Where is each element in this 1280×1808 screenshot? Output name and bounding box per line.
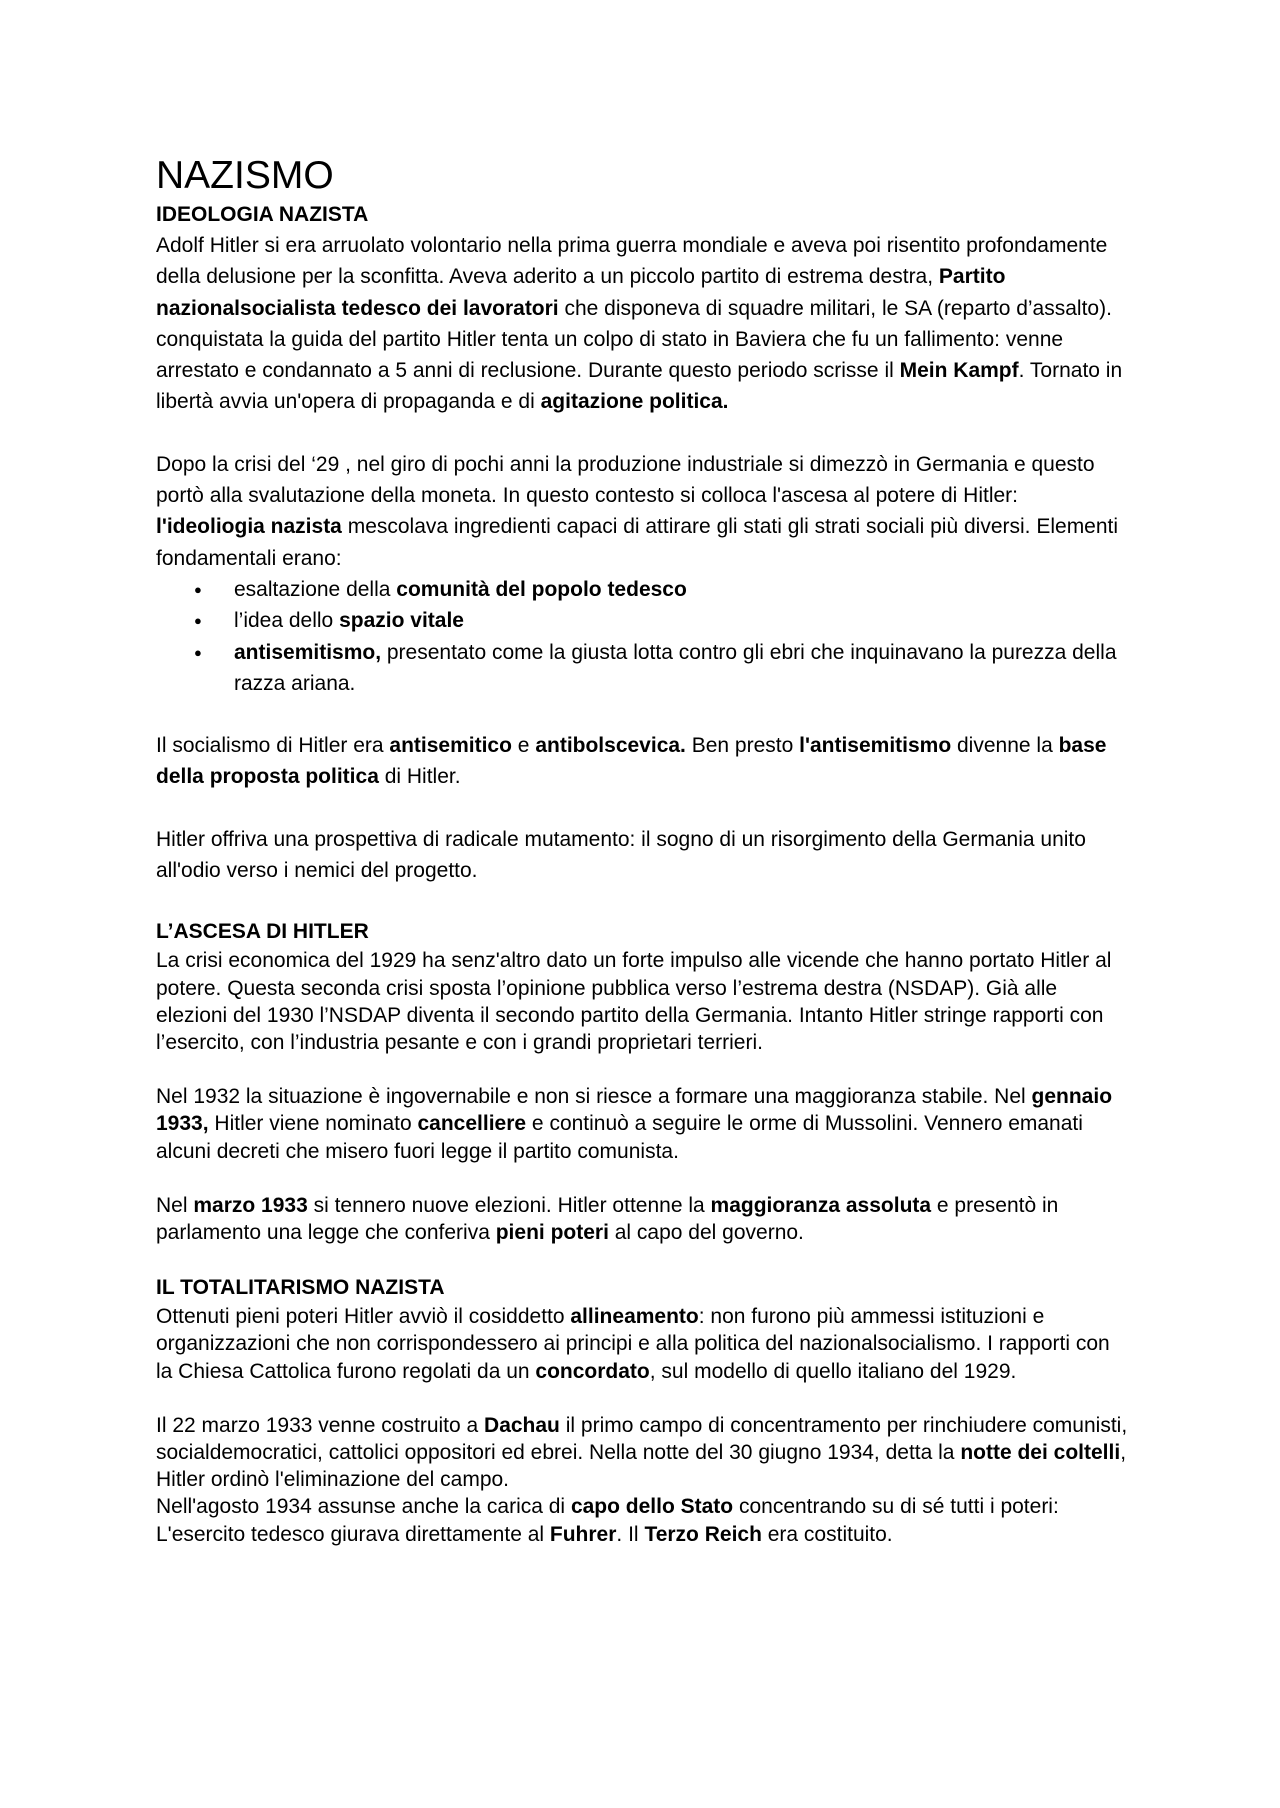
bold-run: agitazione politica. [540, 390, 729, 414]
text-run: e [511, 734, 536, 758]
text-run: Ben presto [685, 734, 800, 758]
bold-run: l'ideoliogia nazista [156, 515, 342, 539]
text-run: Ottenuti pieni poteri Hitler avviò il cosiddetto [156, 1305, 571, 1329]
text-run: . Il [616, 1522, 645, 1546]
bold-run: concordato [535, 1359, 650, 1383]
bold-run: marzo 1933 [193, 1193, 308, 1217]
paragraph-ideologia-1 [156, 230, 1130, 418]
bold-run: Fuhrer [549, 1522, 617, 1546]
bold-run: antibolscevica. [535, 734, 686, 758]
bold-run: capo dello Stato [570, 1495, 734, 1519]
text-run: Dopo la crisi del ‘29 , nel giro di pochi anni la produzione industriale si dimezzò in Germania e questo portò alla svalutazione della moneta. In questo contesto si colloca l'ascesa al potere di Hitler: [156, 452, 1095, 508]
paragraph-ascesa-1: La crisi economica del 1929 ha senz'altro dato un forte impulso alle vicende che hanno portato Hitler al potere. Questa seconda crisi sposta l’opinione pubblica verso l’estrema destra (NSDAP). Già alle elezioni del 1930 l’NSDAP diventa il secondo partito della Germania. Intanto Hitler stringe rapporti con l’esercito, con l’industria pesante e con i grandi proprietari terrieri. [156, 949, 1112, 1054]
text-run: Nell'agosto 1934 assunse anche la carica di [156, 1495, 571, 1519]
heading-ascesa: L’ASCESA DI HITLER [156, 920, 369, 944]
document-title: NAZISMO [156, 154, 334, 197]
text-run: presentato come la giusta lotta contro gli ebri che inquinavano la purezza della razza ariana. [234, 640, 1117, 695]
text-run: Il socialismo di Hitler era [156, 734, 390, 758]
paragraph-totalitarismo-3 [156, 1493, 1130, 1547]
section-ideologia [156, 200, 1130, 886]
paragraph-ideologia-4: Hitler offriva una prospettiva di radicale mutamento: il sogno di un risorgimento della Germania unito all'odio verso i nemici del progetto. [156, 827, 1086, 883]
paragraph-ideologia-3 [156, 730, 1130, 793]
text-run: l’idea dello [234, 609, 340, 633]
text-run: era costituito. [761, 1522, 893, 1546]
text-run: concentrando su di sé tutti i poteri: L'esercito tedesco giurava direttamente al [156, 1495, 1059, 1546]
bold-run: gennaio 1933, [156, 1085, 1113, 1136]
list-item [156, 605, 1130, 636]
bold-run: Terzo Reich [644, 1522, 762, 1546]
bold-run: l'antisemitismo [799, 734, 952, 758]
text-run: Adolf Hitler si era arruolato volontario nella prima guerra mondiale e aveva poi risentito profondamente della delusione per la sconfitta. Aveva aderito a un piccolo partito di estrema destra, [156, 234, 1108, 289]
heading-ideologia: IDEOLOGIA NAZISTA [156, 203, 369, 226]
bold-run: antisemitismo, [234, 640, 382, 664]
text-run: mescolava ingredienti capaci di attirare gli stati gli strati sociali più diversi. Elementi fondamentali erano: [156, 515, 1119, 570]
text-run: Hitler viene nominato [208, 1112, 418, 1136]
text-run: e presentò in parlamento una legge che conferiva [156, 1193, 1059, 1244]
bold-run: allineamento [570, 1305, 699, 1329]
paragraph-totalitarismo-1 [156, 1303, 1130, 1385]
text-run: esaltazione della [234, 577, 397, 601]
bold-run: Dachau [484, 1413, 560, 1437]
text-run: al capo del governo. [608, 1220, 804, 1244]
list-item [156, 637, 1130, 700]
bold-run: notte dei coltelli [960, 1440, 1121, 1464]
list-item [156, 574, 1130, 605]
bold-run: maggioranza assoluta [710, 1193, 932, 1217]
text-run: di Hitler. [378, 765, 461, 789]
heading-totalitarismo: IL TOTALITARISMO NAZISTA [156, 1276, 445, 1300]
section-totalitarismo [156, 1273, 1130, 1548]
section-ascesa [156, 917, 1130, 1246]
text-run: e continuò a seguire le orme di Mussolini. Vennero emanati alcuni decreti che misero fuori legge il partito comunista. [156, 1112, 1083, 1163]
text-run: Nel 1932 la situazione è ingovernabile e non si riesce a formare una maggioranza stabile. Nel [156, 1085, 1032, 1109]
bold-run: Partito nazionalsocialista tedesco dei lavoratori [156, 265, 1006, 320]
text-run: . Tornato in libertà avvia un'opera di propaganda e di [156, 359, 1123, 414]
text-run: , Hitler ordinò l'eliminazione del campo. [156, 1440, 1127, 1492]
text-run: : non furono più ammessi istituzioni e organizzazioni che non corrispondessero ai principi e alla politica del nazionalsocialismo. I rapporti con la Chiesa Cattolica furono regolati da un [156, 1305, 1110, 1383]
text-run: Il 22 marzo 1933 venne costruito a [156, 1413, 485, 1437]
bold-run: antisemitico [389, 734, 512, 758]
paragraph-ascesa-3 [156, 1192, 1130, 1246]
bold-run: cancelliere [417, 1112, 527, 1136]
bold-run: base della proposta politica [156, 734, 1107, 789]
text-run: Nel [156, 1193, 194, 1217]
bullet-list [156, 574, 1130, 699]
bold-run: comunità del popolo tedesco [396, 577, 687, 601]
bold-run: spazio vitale [339, 609, 464, 633]
paragraph-ascesa-2 [156, 1083, 1130, 1165]
text-run: che disponeva di squadre militari, le SA (reparto d’assalto). conquistata la guida del partito Hitler tenta un colpo di stato in Baviera che fu un fallimento: venne arrestato e condannato a 5 anni di reclusione. Durante questo periodo scrisse il [156, 296, 1112, 383]
bold-run: pieni poteri [495, 1220, 609, 1244]
text-run: si tennero nuove elezioni. Hitler ottenne la [307, 1193, 711, 1217]
text-run: il primo campo di concentramento per rinchiudere comunisti, socialdemocratici, cattolici oppositori ed ebrei. Nella notte del 30 giugno 1934, detta la [156, 1413, 1128, 1464]
text-run: divenne la [951, 734, 1059, 758]
paragraph-totalitarismo-2 [156, 1412, 1130, 1494]
paragraph-ideologia-2 [156, 449, 1130, 574]
text-run: , sul modello di quello italiano del 1929. [649, 1359, 1017, 1383]
bold-run: Mein Kampf [899, 359, 1019, 383]
